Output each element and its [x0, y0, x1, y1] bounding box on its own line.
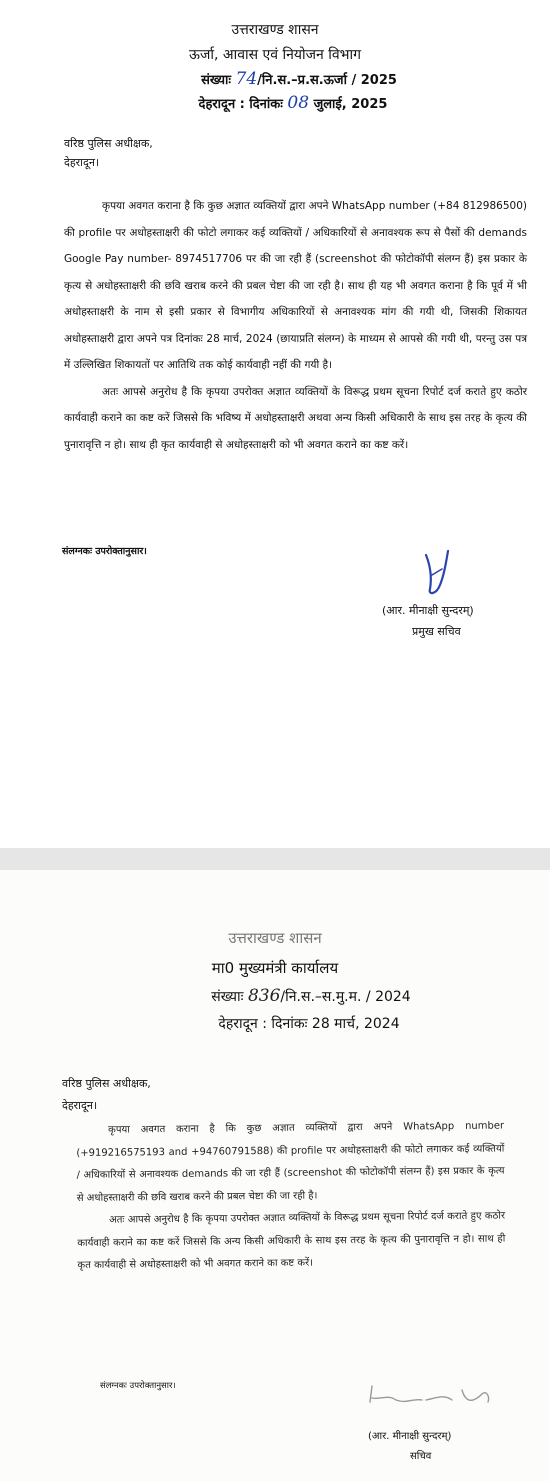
- signatory-title: सचिव: [410, 1451, 432, 1462]
- addressee: [62, 1073, 151, 1117]
- ref-prefix: संख्याः: [201, 73, 231, 88]
- addressee: [64, 134, 153, 172]
- ref-handwritten-number: 74: [235, 69, 258, 89]
- reference-number: [24, 69, 550, 89]
- body-paragraph-1: कृपया अवगत कराना है कि कुछ अज्ञात व्यक्तियों द्वारा अपने WhatsApp number (+84 812986500) की profile पर अधोहस्ताक्षरी की फोटो लगाकर कई व्यक्तियों / अधिकारियों से अनावश्यक रूप से पैसों की demands Google Pay number- 8974517706 पर की जा रही हैं (screenshot की फोटोकॉपी संलग्न हैं) इस प्रकार के कृत्य से अधोहस्ताक्षरी की छवि खराब करने की प्रबल चेष्टा की जा रही है। साथ ही यह भी अवगत कराना है कि पूर्व में भी अधोहस्ताक्षरी के नाम से इसी प्रकार से विभागीय अधिकारियों से अनावश्यक मांग की गयी थी, जिसकी शिकायत अधोहस्ताक्षरी द्वारा अपने पत्र दिनांकः 28 मार्च, 2024 (छायाप्रति संलग्न) के माध्यम से आपसे की गयी थी, परन्तु उस पत्र में उल्लिखित शिकायतों पर आतिथि तक कोई कार्यवाही नहीं की गयी है।: [64, 200, 527, 371]
- letter-date: [18, 93, 550, 113]
- addressee-designation: वरिष्ठ पुलिस अधीक्षक,: [64, 137, 153, 150]
- letter-body: [64, 193, 527, 458]
- ref-handwritten-number: 836: [247, 986, 281, 1006]
- ref-suffix: /नि.स.–प्र.स.ऊर्जा / 2025: [257, 73, 397, 88]
- office-name: मा0 मुख्यमंत्री कार्यालय: [211, 959, 339, 977]
- ref-suffix: /नि.स.–स.मु.म. / 2024: [280, 989, 411, 1005]
- enclosure-note: संलग्नकः उपरोक्तानुसार।: [100, 1381, 176, 1391]
- signatory-title: प्रमुख सचिव: [412, 625, 461, 638]
- body-paragraph-2: अतः आपसे अनुरोध है कि कृपया उपरोक्त अज्ञात व्यक्तियों के विरूद्ध प्रथम सूचना रिपोर्ट दर्ज कराते हुए कठोर कार्यवाही कराने का कष्ट करें जिससे कि भविष्य में अधोहस्ताक्षरी अथवा अन्य किसी अधिकारी के साथ इस तरह के कृत्य की पुनारावृत्ति न हो। साथ ही कृत कार्यवाही से अधोहस्ताक्षरी को भी अवगत कराने का कष्ट करें।: [64, 385, 527, 451]
- date-prefix: देहरादून : दिनांकः: [198, 97, 283, 112]
- addressee-city: देहरादून।: [62, 1099, 98, 1112]
- date-suffix: जुलाई, 2025: [313, 97, 388, 112]
- government-name: उत्तराखण्ड शासन: [231, 22, 319, 38]
- signature-mark: [366, 1380, 496, 1412]
- enclosure-note: संलग्नकः उपरोक्तानुसार।: [62, 546, 147, 557]
- date-handwritten-day: 08: [287, 93, 310, 113]
- addressee-city: देहरादून।: [64, 156, 100, 169]
- letter-date: देहरादून : दिनांकः 28 मार्च, 2024: [218, 1016, 400, 1032]
- body-paragraph-2: अतः आपसे अनुरोध है कि कृपया उपरोक्त अज्ञात व्यक्तियों के विरूद्ध प्रथम सूचना रिपोर्ट दर्ज कराते हुए कठोर कार्यवाही कराने का कष्ट करें जिससे कि अन्य किसी अधिकारी के साथ इस तरह के कृत्य की पुनारावृत्ति न हो। साथ ही कृत कार्यवाही से अधोहस्ताक्षरी को भी अवगत कराने का कष्ट करें।: [77, 1210, 506, 1271]
- government-name: उत्तराखण्ड शासन: [228, 929, 322, 947]
- body-paragraph-1: कृपया अवगत कराना है कि कुछ अज्ञात व्यक्तियों द्वारा अपने WhatsApp number (+919216575193 and +94760791588) की profile पर अधोहस्ताक्षरी की फोटो लगाकर कई व्यक्तियों / अधिकारियों से अनावश्यक demands की जा रही हैं (screenshot की फोटोकॉपी संलग्न हैं) इस प्रकार के कृत्य से अधोहस्ताक्षरी की छवि खराब करने की प्रबल चेष्टा की जा रही है।: [76, 1120, 505, 1204]
- ref-prefix: संख्याः: [211, 989, 244, 1005]
- letter-page-2: [0, 870, 550, 1481]
- reference-number: [36, 986, 550, 1006]
- signatory-name: (आर. मीनाक्षी सुन्दरम्): [382, 604, 474, 617]
- letter-body: [76, 1116, 506, 1278]
- signature-mark: [418, 545, 458, 603]
- page-separator: [0, 848, 550, 870]
- addressee-designation: वरिष्ठ पुलिस अधीक्षक,: [62, 1077, 151, 1090]
- signatory-name: (आर. मीनाक्षी सुन्दरम्): [368, 1431, 452, 1442]
- department-name: ऊर्जा, आवास एवं नियोजन विभाग: [188, 47, 362, 63]
